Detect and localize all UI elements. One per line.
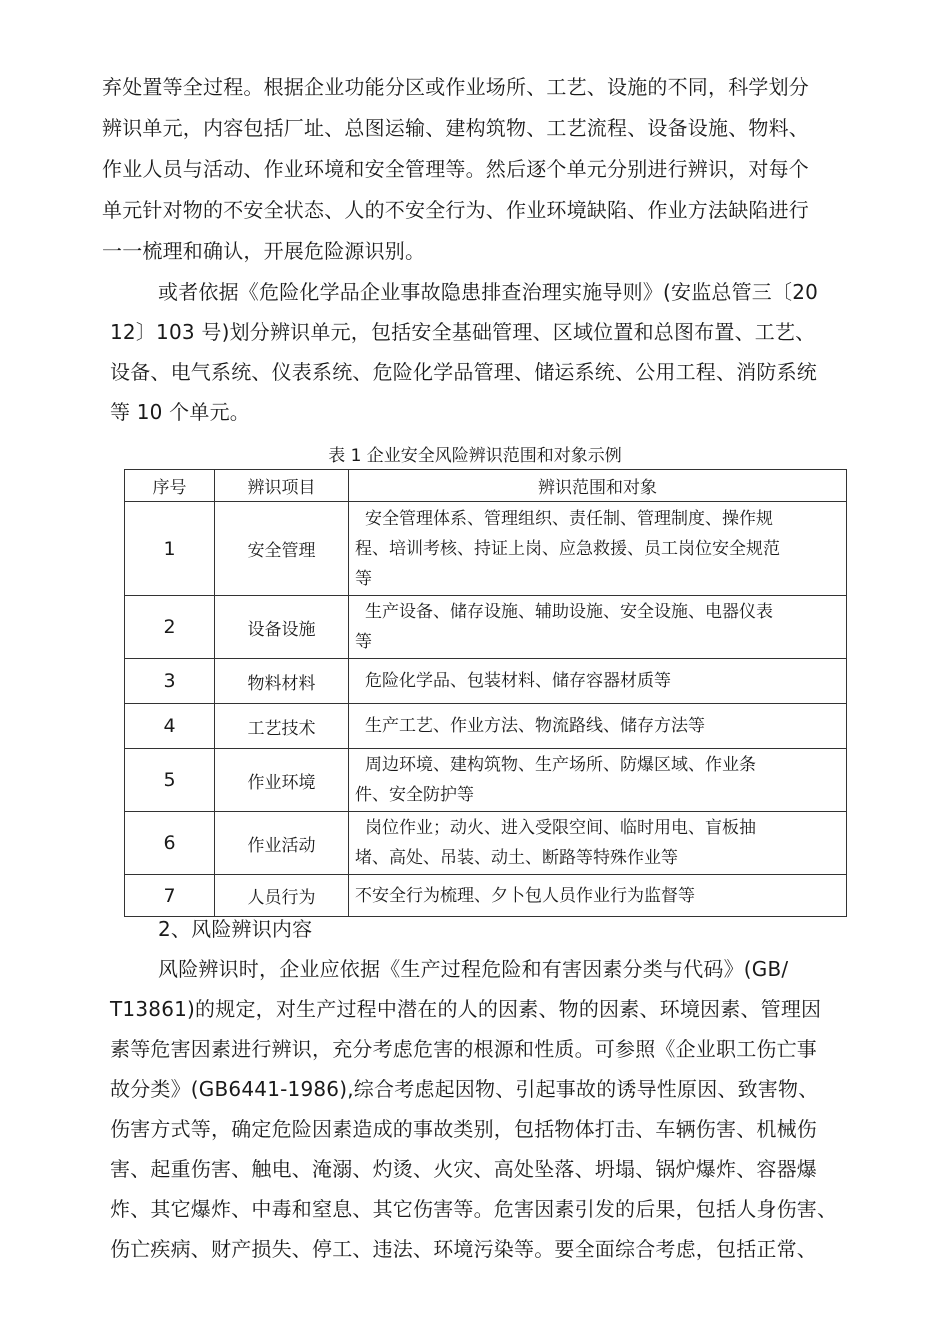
section2-line-4: 故分类》(GB6441-1986),综合考虑起因物、引起事故的诱导性原因、致害物、 bbox=[110, 1077, 819, 1101]
header-item: 辨识项目 bbox=[215, 470, 349, 502]
row-item: 工艺技术 bbox=[215, 704, 349, 749]
paragraph2-line-3: 设备、电气系统、仪表系统、危险化学品管理、储运系统、公用工程、消防系统 bbox=[110, 360, 817, 384]
section2-line-7: 炸、其它爆炸、中毒和窒息、其它伤害等。危害因素引发的后果，包括人身伤害、 bbox=[110, 1197, 838, 1221]
row-scope bbox=[349, 812, 847, 875]
table-row bbox=[125, 659, 847, 704]
row-number: 7 bbox=[125, 875, 215, 917]
section2-line-3: 素等危害因素进行辨识，充分考虑危害的根源和性质。可参照《企业职工伤亡事 bbox=[110, 1037, 817, 1061]
table-row bbox=[125, 749, 847, 812]
row-scope bbox=[349, 704, 847, 749]
scope-line: 程、培训考核、持证上岗、应急救援、员工岗位安全规范 bbox=[355, 538, 780, 559]
paragraph1-line-2: 辨识单元，内容包括厂址、总图运输、建构筑物、工艺流程、设备设施、物料、 bbox=[102, 116, 809, 140]
section2-line-5: 伤害方式等，确定危险因素造成的事故类别，包括物体打击、车辆伤害、机械伤 bbox=[110, 1117, 817, 1141]
row-scope bbox=[349, 502, 847, 596]
row-number: 3 bbox=[125, 659, 215, 704]
header-number: 序号 bbox=[125, 470, 215, 502]
section2-heading: 2、风险辨识内容 bbox=[158, 917, 313, 941]
scope-line: 等 bbox=[355, 568, 372, 589]
row-item: 设备设施 bbox=[215, 596, 349, 659]
table-row bbox=[125, 596, 847, 659]
risk-identification-table bbox=[124, 469, 847, 917]
table-row bbox=[125, 502, 847, 596]
table-row bbox=[125, 812, 847, 875]
table-row bbox=[125, 875, 847, 917]
row-item: 物料材料 bbox=[215, 659, 349, 704]
paragraph2-line-1: 或者依据《危险化学品企业事故隐患排查治理实施导则》(安监总管三〔20 bbox=[158, 280, 819, 304]
table-row bbox=[125, 704, 847, 749]
row-item: 人员行为 bbox=[215, 875, 349, 917]
row-number: 4 bbox=[125, 704, 215, 749]
scope-line: 周边环境、建构筑物、生产场所、防爆区域、作业条 bbox=[365, 755, 756, 775]
scope-line: 堵、高处、吊装、动土、断路等特殊作业等 bbox=[355, 848, 678, 868]
section2-line-6: 害、起重伤害、触电、淹溺、灼烫、火灾、高处坠落、坍塌、锅炉爆炸、容器爆 bbox=[110, 1157, 817, 1181]
row-item: 作业环境 bbox=[215, 749, 349, 812]
row-number: 5 bbox=[125, 749, 215, 812]
table-caption: 表 1 企业安全风险辨识范围和对象示例 bbox=[328, 446, 622, 466]
scope-line: 等 bbox=[355, 632, 372, 652]
row-number: 2 bbox=[125, 596, 215, 659]
paragraph1-line-1: 弃处置等全过程。根据企业功能分区或作业场所、工艺、设施的不同，科学划分 bbox=[102, 75, 809, 99]
scope-line: 生产设备、储存设施、辅助设施、安全设施、电器仪表 bbox=[365, 602, 773, 622]
row-scope bbox=[349, 875, 847, 917]
paragraph1-line-4: 单元针对物的不安全状态、人的不安全行为、作业环境缺陷、作业方法缺陷进行 bbox=[102, 198, 809, 222]
row-scope bbox=[349, 596, 847, 659]
paragraph2-line-2: 12〕103 号)划分辨识单元，包括安全基础管理、区域位置和总图布置、工艺、 bbox=[110, 320, 816, 344]
scope-line: 安全管理体系、管理组织、责任制、管理制度、操作规 bbox=[365, 508, 773, 529]
scope-line: 不安全行为梳理、夕卜包人员作业行为监督等 bbox=[355, 885, 695, 906]
scope-line: 危险化学品、包装材料、储存容器材质等 bbox=[365, 671, 671, 691]
header-scope: 辨识范围和对象 bbox=[349, 470, 847, 502]
row-item: 作业活动 bbox=[215, 812, 349, 875]
scope-line: 生产工艺、作业方法、物流路线、储存方法等 bbox=[365, 716, 705, 736]
row-number: 6 bbox=[125, 812, 215, 875]
paragraph2-line-4: 等 10 个单元。 bbox=[110, 400, 250, 424]
scope-line: 件、安全防护等 bbox=[355, 785, 474, 805]
paragraph1-line-5: 一一梳理和确认，开展危险源识别。 bbox=[102, 239, 426, 263]
row-item: 安全管理 bbox=[215, 502, 349, 596]
paragraph1-line-3: 作业人员与活动、作业环境和安全管理等。然后逐个单元分别进行辨识，对每个 bbox=[102, 157, 809, 181]
row-scope bbox=[349, 659, 847, 704]
section2-line-1: 风险辨识时，企业应依据《生产过程危险和有害因素分类与代码》(GB/ bbox=[158, 957, 789, 981]
row-scope bbox=[349, 749, 847, 812]
table-header-row bbox=[125, 470, 847, 502]
section2-line-2: T13861)的规定，对生产过程中潜在的人的因素、物的因素、环境因素、管理因 bbox=[110, 997, 822, 1021]
section2-line-8: 伤亡疾病、财产损失、停工、违法、环境污染等。要全面综合考虑，包括正常、 bbox=[110, 1237, 817, 1261]
row-number: 1 bbox=[125, 502, 215, 596]
scope-line: 岗位作业；动火、进入受限空间、临时用电、盲板抽 bbox=[365, 818, 756, 838]
